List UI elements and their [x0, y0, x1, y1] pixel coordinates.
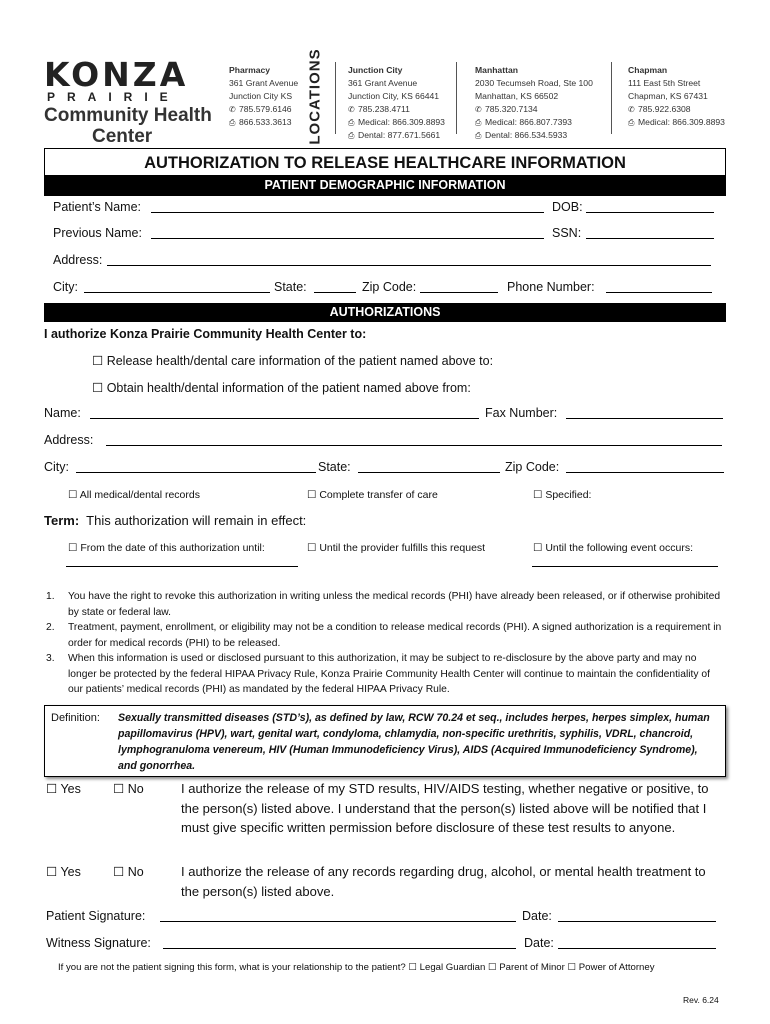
checkbox-icon[interactable]: ☐ [46, 865, 58, 879]
dob-label: DOB: [552, 200, 583, 214]
recipient-address-label: Address: [44, 433, 94, 447]
consent-2-text: I authorize the release of any records regarding drug, alcohol, or mental health treatment to the person(s) listed above. [181, 864, 706, 899]
phone-icon: ✆ [628, 105, 635, 114]
notice-text: When this information is used or disclosed pursuant to this authorization, it may be subject to re-disclosure by the above party and may no longer be protected by the federal HIPAA Privacy Rule, Konza Prairie Community Health Center will continue to maintain the confidentiality of our patients’ medical records (PHI) as mandated by the federal HIPAA Privacy Rule. [68, 653, 710, 695]
location-phone: 785.922.6308 [638, 104, 691, 114]
term-option-date-label: From the date of this authorization until: [80, 542, 265, 554]
logo-konza: KONZA [44, 55, 189, 94]
yes-label: Yes [60, 865, 81, 879]
recipient-address-field[interactable] [106, 433, 722, 446]
complete-transfer-option[interactable] [307, 489, 438, 501]
location-address2: Junction City KS [229, 91, 293, 101]
state-label: State: [274, 280, 307, 294]
recipient-zip-label: Zip Code: [505, 460, 560, 474]
fax-number-label: Fax Number: [485, 406, 558, 420]
phone-icon: ✆ [475, 105, 482, 114]
patient-signature-field[interactable] [160, 909, 516, 922]
parent-of-minor-option[interactable] [488, 962, 565, 973]
checkbox-icon[interactable]: ☐ [68, 542, 78, 554]
form-title: AUTHORIZATION TO RELEASE HEALTHCARE INFORMATION [44, 148, 726, 176]
definition-text: Sexually transmitted diseases (STD’s), as defined by law, RCW 70.24 et seq., includes herpes, herpes simplex, human papillomavirus (HPV), wart, genital wart, condyloma, chlamydia, non-specific urethritis, syphilis, VDRL, chancroid, lymphogranuloma venereum, HIV (Human Immunodeficiency Virus), AIDS (Acquired Immunodeficiency Syndrome), and gonorrhea. [118, 712, 710, 772]
city-label: City: [53, 280, 78, 294]
city-field[interactable] [84, 280, 270, 293]
location-address2: Manhattan, KS 66502 [475, 91, 559, 101]
term-label: Term: [44, 513, 80, 528]
location-chapman [628, 64, 725, 129]
location-name: Manhattan [475, 65, 518, 75]
logo-community-health: Community Health [44, 105, 212, 126]
recipient-state-label: State: [318, 460, 351, 474]
term-date-field[interactable] [66, 556, 298, 567]
address-label: Address: [53, 253, 103, 267]
power-of-attorney-label: Power of Attorney [578, 962, 655, 973]
witness-date-field[interactable] [558, 936, 716, 949]
checkbox-icon[interactable]: ☐ [68, 489, 78, 501]
location-phone: 785.238.4711 [358, 104, 410, 114]
fax-number-field[interactable] [566, 406, 723, 419]
zip-label: Zip Code: [362, 280, 417, 294]
location-address2: Junction City, KS 66441 [348, 91, 440, 101]
divider [611, 62, 612, 134]
legal-guardian-label: Legal Guardian [419, 962, 486, 973]
term-event-field[interactable] [532, 556, 718, 567]
location-dental: Dental: 866.534.5933 [485, 130, 568, 140]
location-dental: Dental: 877.671.5661 [358, 130, 441, 140]
legal-guardian-option[interactable] [408, 962, 485, 973]
location-phone: 785.579.6146 [239, 104, 292, 114]
fax-icon: ⎙ [229, 118, 236, 127]
notice-2 [46, 620, 724, 651]
term-text: This authorization will remain in effect: [86, 513, 307, 528]
location-medical: Medical: 866.807.7393 [485, 117, 572, 127]
previous-name-label: Previous Name: [53, 226, 142, 240]
checkbox-icon[interactable]: ☐ [92, 354, 104, 368]
location-address1: 361 Grant Avenue [229, 78, 299, 88]
location-phone: 785.320.7134 [485, 104, 538, 114]
notice-1 [46, 589, 724, 620]
notice-text: You have the right to revoke this authorization in writing unless the medical records (PHI) have already been released, or if otherwise prohibited by state or federal law. [68, 591, 721, 618]
relationship-row [58, 962, 655, 973]
logo-prairie: PRAIRIE [47, 90, 180, 104]
checkbox-icon[interactable]: ☐ [487, 962, 497, 973]
location-address2: Chapman, KS 67431 [628, 91, 708, 101]
revision: Rev. 6.24 [683, 995, 719, 1005]
location-pharmacy [229, 64, 298, 129]
release-label: Release health/dental care information of the patient named above to: [106, 354, 494, 368]
checkbox-icon[interactable]: ☐ [408, 962, 417, 973]
definition-label: Definition: [51, 712, 100, 724]
location-medical: Medical: 866.309.8893 [638, 117, 725, 127]
obtain-option[interactable] [92, 380, 471, 395]
dob-field[interactable] [586, 200, 714, 213]
fax-icon: ⎙ [475, 118, 482, 127]
notice-text: Treatment, payment, enrollment, or eligibility may not be a condition to release medical records (PHI). A signed authorization is a requirement in order for medical records (PHI) to be released. [68, 622, 722, 649]
location-address1: 361 Grant Avenue [348, 78, 418, 88]
previous-name-field[interactable] [151, 226, 544, 239]
phone-field[interactable] [606, 280, 712, 293]
ssn-field[interactable] [586, 226, 714, 239]
witness-signature-label: Witness Signature: [46, 936, 151, 950]
term-option-date[interactable] [68, 542, 265, 554]
checkbox-icon[interactable]: ☐ [113, 782, 125, 796]
patient-signature-label: Patient Signature: [46, 909, 146, 923]
no-label: No [127, 865, 144, 879]
ssn-label: SSN: [552, 226, 582, 240]
patient-name-label: Patient’s Name: [53, 200, 142, 214]
obtain-label: Obtain health/dental information of the patient named above from: [106, 381, 471, 395]
specified-label: Specified: [545, 489, 592, 501]
checkbox-icon[interactable]: ☐ [307, 489, 317, 501]
checkbox-icon[interactable]: ☐ [46, 782, 58, 796]
power-of-attorney-option[interactable] [568, 962, 655, 973]
specified-option[interactable] [533, 489, 591, 501]
location-name: Chapman [628, 65, 668, 75]
location-fax: 866.533.3613 [239, 117, 292, 127]
phone-label: Phone Number: [507, 280, 595, 294]
location-manhattan [475, 64, 593, 142]
phone-icon: ✆ [229, 105, 236, 114]
state-field[interactable] [314, 280, 356, 293]
divider [456, 62, 457, 134]
recipient-name-field[interactable] [90, 406, 479, 419]
location-name: Junction City [348, 65, 403, 75]
checkbox-icon[interactable]: ☐ [567, 962, 577, 973]
location-address1: 2030 Tecumseh Road, Ste 100 [475, 78, 593, 88]
authorize-intro: I authorize Konza Prairie Community Health Center to: [44, 327, 367, 341]
all-records-option[interactable] [68, 489, 200, 501]
witness-signature-field[interactable] [163, 936, 516, 949]
recipient-state-field[interactable] [358, 460, 500, 473]
notice-number: 1. [46, 591, 55, 602]
recipient-city-field[interactable] [76, 460, 316, 473]
demographics-heading: PATIENT DEMOGRAPHIC INFORMATION [44, 175, 726, 196]
address-field[interactable] [107, 253, 711, 266]
fax-icon: ⎙ [475, 131, 482, 140]
term-option-event[interactable] [533, 542, 693, 554]
phone-icon: ✆ [348, 105, 355, 114]
checkbox-icon[interactable]: ☐ [307, 542, 317, 554]
logo-center: Center [92, 126, 153, 147]
locations-label: LOCATIONS [306, 48, 324, 145]
yes-label: Yes [60, 782, 81, 796]
patient-name-field[interactable] [151, 200, 544, 213]
checkbox-icon[interactable]: ☐ [113, 865, 125, 879]
complete-transfer-label: Complete transfer of care [319, 489, 438, 501]
notice-number: 2. [46, 622, 55, 633]
fax-icon: ⎙ [628, 118, 635, 127]
consent-1-text: I authorize the release of my STD results, HIV/AIDS testing, whether negative or positive, to the person(s) listed above. I understand that the person(s) listed above will be notified that I must give specific written permission before disclosure of these test results to anyone. [181, 781, 709, 835]
patient-date-field[interactable] [558, 909, 716, 922]
checkbox-icon[interactable]: ☐ [92, 381, 104, 395]
fax-icon: ⎙ [348, 131, 355, 140]
location-name: Pharmacy [229, 65, 271, 75]
release-option[interactable] [92, 353, 493, 368]
term-option-fulfilled[interactable] [307, 542, 485, 554]
relationship-question: If you are not the patient signing this form, what is your relationship to the patient? [58, 962, 406, 973]
consent-1-no[interactable] [113, 781, 144, 796]
definition-box [44, 705, 726, 777]
notice-3 [46, 651, 724, 698]
fax-icon: ⎙ [348, 118, 355, 127]
parent-of-minor-label: Parent of Minor [499, 962, 565, 973]
term-row [44, 513, 306, 528]
recipient-zip-field[interactable] [566, 460, 724, 473]
all-records-label: All medical/dental records [79, 489, 200, 501]
witness-date-label: Date: [524, 936, 554, 950]
recipient-name-label: Name: [44, 406, 81, 420]
divider [335, 62, 336, 134]
consent-2-yes[interactable] [46, 864, 81, 879]
location-address1: 111 East 5th Street [628, 78, 701, 88]
term-option-fulfilled-label: Until the provider fulfills this request [319, 542, 486, 554]
no-label: No [127, 782, 144, 796]
location-junction-city [348, 64, 445, 142]
notice-number: 3. [46, 653, 55, 664]
location-medical: Medical: 866.309.8893 [358, 117, 445, 127]
patient-date-label: Date: [522, 909, 552, 923]
checkbox-icon[interactable]: ☐ [533, 489, 543, 501]
term-option-event-label: Until the following event occurs: [545, 542, 693, 554]
authorizations-heading: AUTHORIZATIONS [44, 303, 726, 322]
zip-field[interactable] [420, 280, 498, 293]
consent-1-yes[interactable] [46, 781, 81, 796]
checkbox-icon[interactable]: ☐ [533, 542, 543, 554]
consent-2-no[interactable] [113, 864, 144, 879]
recipient-city-label: City: [44, 460, 69, 474]
